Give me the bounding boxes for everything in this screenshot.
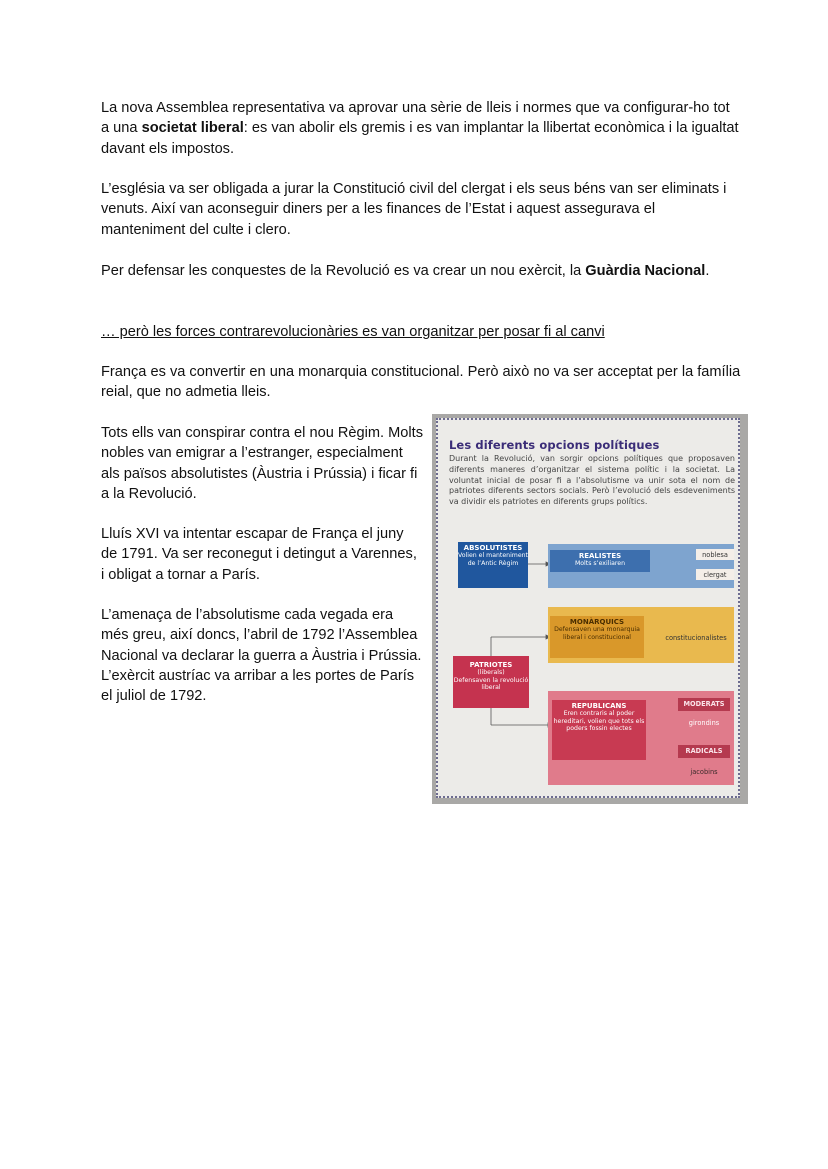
box-heading: REALISTES [578, 552, 622, 560]
box-heading: PATRIOTES [469, 661, 513, 669]
constitucionalistes-label: constitucionalistes [665, 634, 727, 642]
box-text: Defensaven una monarquia liberal i constitucional [554, 626, 640, 641]
textbook-figure [432, 414, 748, 804]
absolutistes-box [458, 542, 528, 588]
clergat-label: clergat [696, 569, 734, 580]
figure-intro: Durant la Revolució, van sorgir opcions polítiques que proposaven diferents maneres d’organitzar el sistema polític i la societat. La voluntat inicial de posar fi a l’absolutisme va unir sota el nom de patriotes diferents sectors socials. Però l’evolució dels esdeveniments va dividir els patriotes en diferents grups polítics. [449, 454, 735, 507]
paragraph-text: . [705, 263, 710, 279]
moderats-label: MODERATS [678, 698, 730, 711]
monarquics-box [550, 616, 644, 658]
box-text: Defensaven la revolució liberal [453, 676, 529, 692]
patriotes-box [453, 656, 529, 708]
radicals-label: RADICALS [678, 745, 730, 758]
figure-title: Les diferents opcions polítiques [449, 438, 660, 452]
box-heading: ABSOLUTISTES [463, 544, 523, 552]
paragraph-societat-liberal [101, 98, 741, 159]
box-heading: MONÀRQUICS [569, 618, 625, 626]
jacobins-label: jacobins [690, 768, 718, 776]
paragraph-guerra: L’amenaça de l’absolutisme cada vegada era més greu, així doncs, l’abril de 1792 l’Assemblea Nacional va declarar la guerra a Àustria i Prússia. L’exèrcit austríac va arribar a les portes de París el juliol de 1792. [101, 607, 422, 705]
box-text: Volien el manteniment de l’Antic Règim [458, 552, 528, 567]
paragraph-lluis-xvi: Lluís XVI va intentar escapar de França el juny de 1791. Va ser reconegut i detingut a Varennes, i obligat a tornar a París. [101, 526, 417, 583]
section-heading: … però les forces contrarevolucionàries es van organitzar per posar fi al canvi [101, 324, 605, 340]
republicans-box [552, 700, 646, 760]
bold-term: societat liberal [141, 120, 244, 137]
figure-panel [436, 418, 740, 798]
paragraph-monarquia: França es va convertir en una monarquia constitucional. Però això no va ser acceptat per la família reial, que no admetia lleis. [101, 364, 741, 401]
box-text: Eren contraris al poder hereditari, volien que tots els poders fossin electes [553, 710, 645, 733]
paragraph-guardia-nacional [101, 261, 741, 281]
paragraph-conspiracio: Tots ells van conspirar contra el nou Règim. Molts nobles van emigrar a l’estranger, especialment als països absolutistes (Àustria i Prússia) i ficar fi a la Revolució. [101, 425, 424, 502]
paragraph-esglesia: L’església va ser obligada a jurar la Constitució civil del clergat i els seus béns van ser eliminats i venuts. Així van aconseguir diners per a les finances de l’Estat i aquest assegurava el manteniment del culte i clero. [101, 181, 727, 238]
girondins-label: girondins [688, 719, 720, 727]
realistes-box [550, 550, 650, 572]
box-text: Molts s’exiliaren [574, 560, 626, 568]
noblesa-label: noblesa [696, 549, 734, 560]
box-subheading: (liberals) [477, 669, 505, 677]
paragraph-text: La nova Assemblea representativa va aprovar una sèrie de lleis i normes que va configurar-ho tot a una [101, 100, 730, 137]
paragraph-text: : es van abolir els gremis i es van implantar la llibertat econòmica i la igualtat davant els impostos. [101, 120, 739, 157]
bold-term: Guàrdia Nacional [585, 263, 706, 279]
paragraph-text: Per defensar les conquestes de la Revolució es va crear un nou exèrcit, la [101, 263, 586, 279]
box-heading: REPUBLICANS [571, 702, 627, 710]
